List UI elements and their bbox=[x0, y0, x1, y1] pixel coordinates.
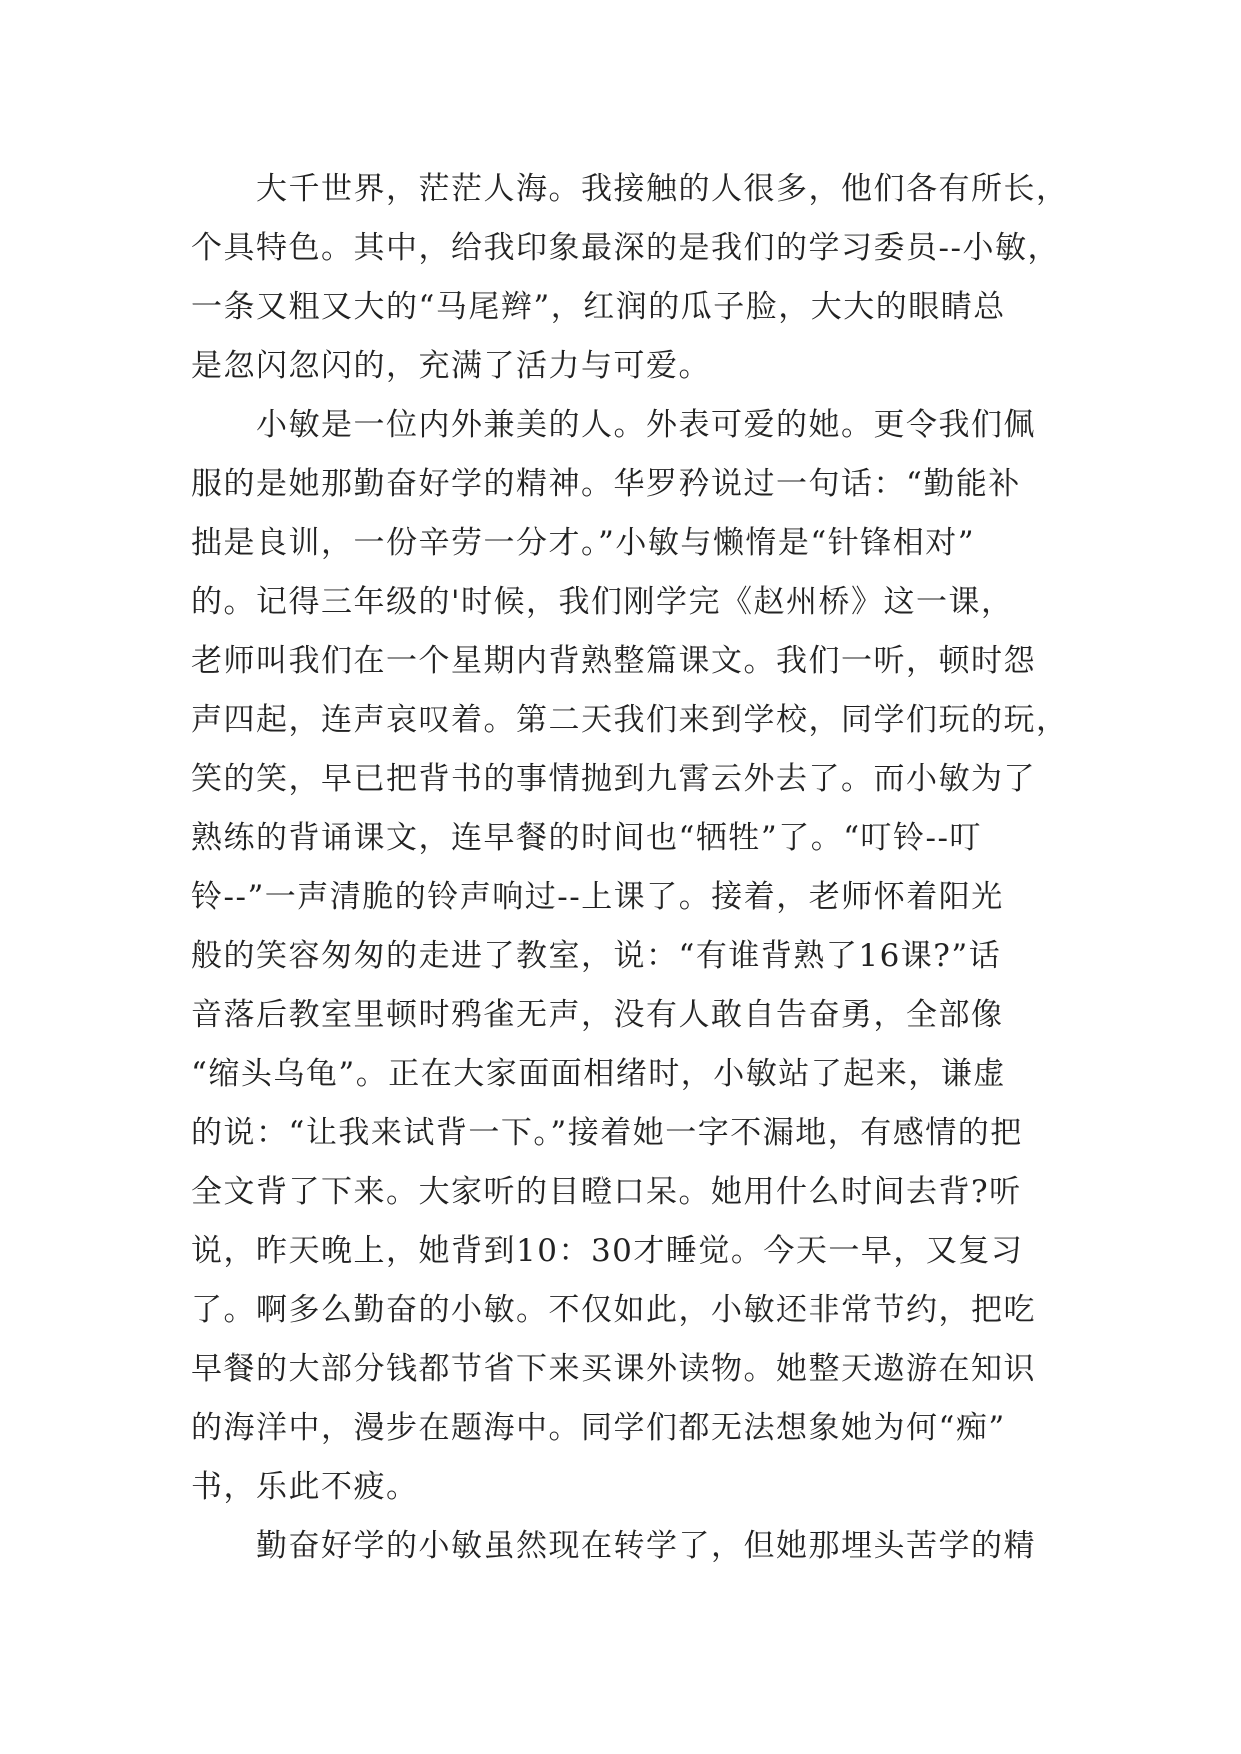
text-line: 的。记得三年级的'时候，我们刚学完《赵州桥》这一课， bbox=[191, 584, 1014, 620]
text-line: 个具特色。其中，给我印象最深的是我们的学习委员--小敏， bbox=[191, 230, 1060, 266]
text-line: 服的是她那勤奋好学的精神。华罗矜说过一句话：“勤能补 bbox=[191, 466, 1021, 502]
text-line: 笑的笑，早已把背书的事情抛到九霄云外去了。而小敏为了 bbox=[191, 761, 1036, 797]
text-line: 了。啊多么勤奋的小敏。不仅如此，小敏还非常节约，把吃 bbox=[191, 1292, 1036, 1328]
text-line: 拙是良训，一份辛劳一分才。”小敏与懒惰是“针锋相对” bbox=[191, 525, 976, 561]
text-line: 铃--”一声清脆的铃声响过--上课了。接着，老师怀着阳光 bbox=[191, 879, 1004, 915]
text-line: 般的笑容匆匆的走进了教室，说：“有谁背熟了16课?”话 bbox=[191, 938, 1002, 974]
text-line: 早餐的大部分钱都节省下来买课外读物。她整天遨游在知识 bbox=[191, 1351, 1036, 1387]
text-line: “缩头乌龟”。正在大家面面相绪时，小敏站了起来，谦虚 bbox=[191, 1056, 1006, 1092]
body-text bbox=[191, 160, 1069, 1576]
text-line: 一条又粗又大的“马尾辫”，红润的瓜子脸，大大的眼睛总 bbox=[191, 289, 1006, 325]
text-line: 的海洋中，漫步在题海中。同学们都无法想象她为何“痴” bbox=[191, 1410, 1006, 1446]
text-line: 熟练的背诵课文，连早餐的时间也“牺牲”了。“叮铃--叮 bbox=[191, 820, 982, 856]
text-line: 勤奋好学的小敏虽然现在转学了，但她那埋头苦学的精 bbox=[256, 1528, 1036, 1564]
text-line: 音落后教室里顿时鸦雀无声，没有人敢自告奋勇，全部像 bbox=[191, 997, 1004, 1033]
text-line: 老师叫我们在一个星期内背熟整篇课文。我们一听，顿时怨 bbox=[191, 643, 1036, 679]
text-line: 是忽闪忽闪的，充满了活力与可爱。 bbox=[191, 348, 711, 384]
text-line: 书，乐此不疲。 bbox=[191, 1469, 419, 1505]
text-line: 小敏是一位内外兼美的人。外表可爱的她。更令我们佩 bbox=[256, 407, 1036, 443]
text-line: 大千世界，茫茫人海。我接触的人很多，他们各有所长， bbox=[256, 171, 1069, 207]
text-line: 全文背了下来。大家听的目瞪口呆。她用什么时间去背?听 bbox=[191, 1174, 1022, 1210]
text-line: 声四起，连声哀叹着。第二天我们来到学校，同学们玩的玩， bbox=[191, 702, 1069, 738]
text-line: 说，昨天晚上，她背到10：30才睡觉。今天一早，又复习 bbox=[191, 1233, 1024, 1269]
text-line: 的说：“让我来试背一下。”接着她一字不漏地，有感情的把 bbox=[191, 1115, 1023, 1151]
